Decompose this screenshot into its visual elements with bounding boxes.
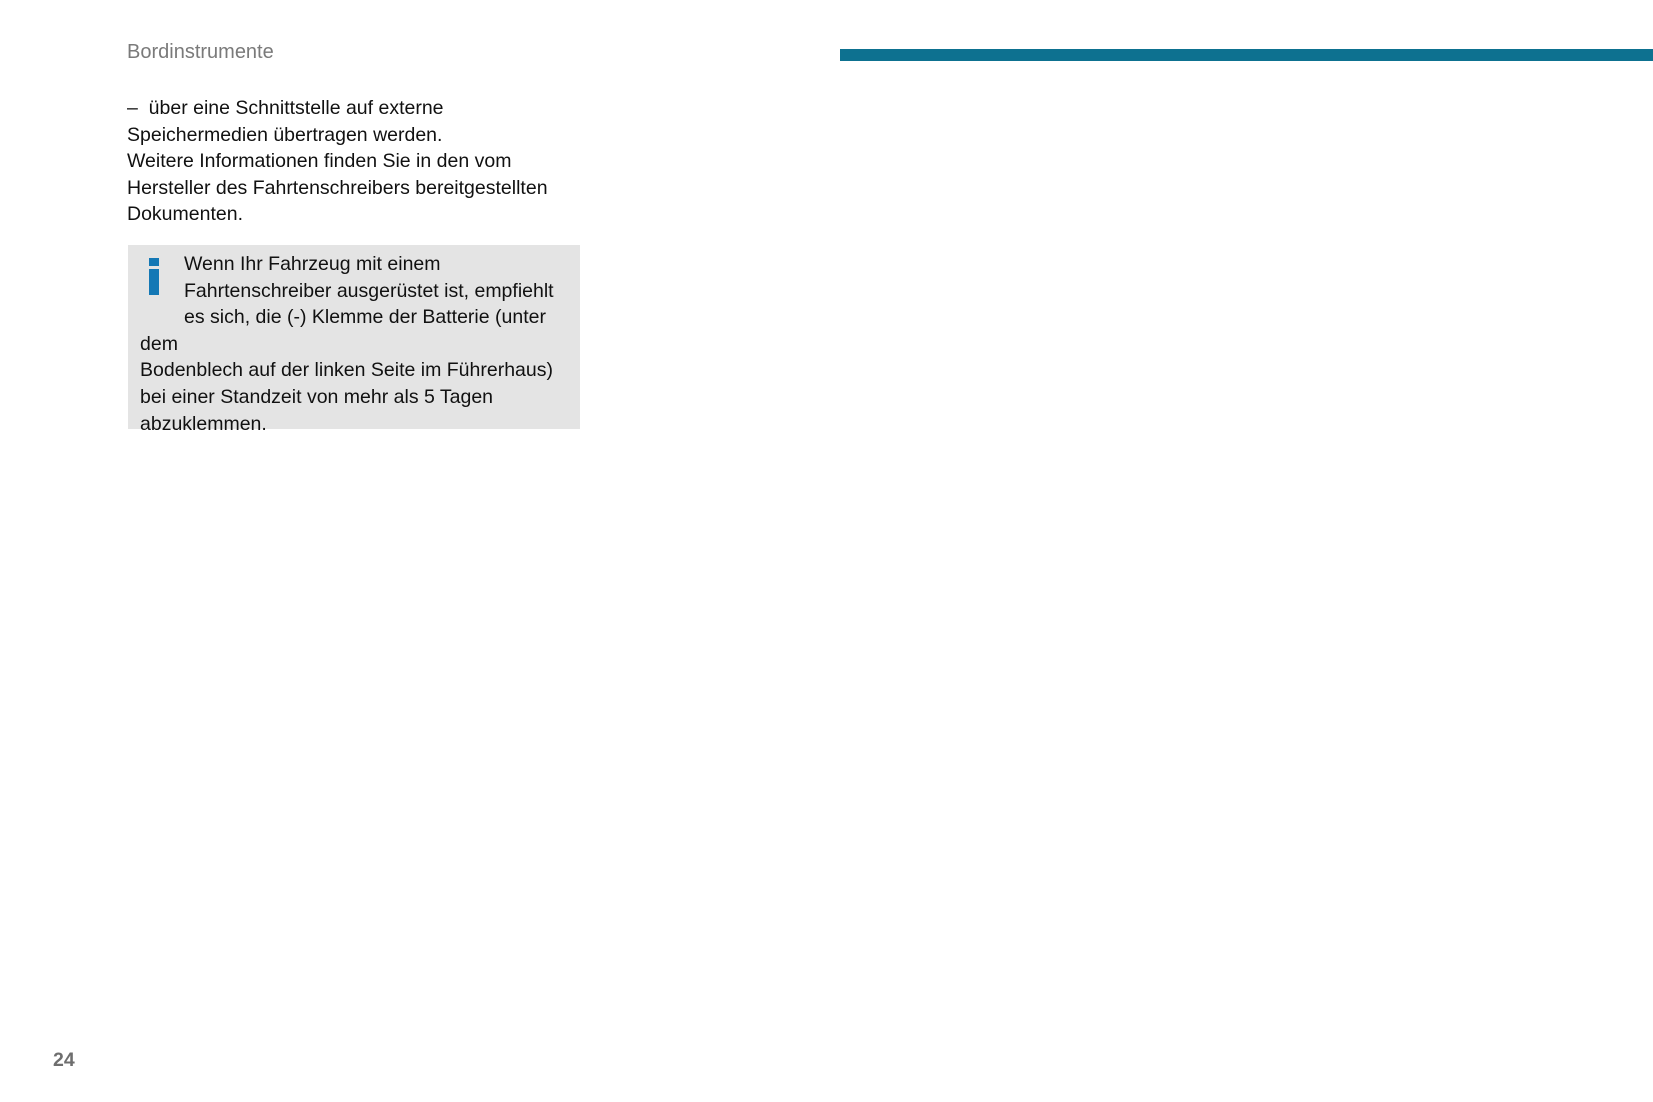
body-line: Weitere Informationen finden Sie in den vom [127, 150, 512, 173]
info-icon-dot [149, 258, 159, 266]
note-line: bei einer Standzeit von mehr als 5 Tagen [140, 385, 494, 408]
body-paragraph [127, 95, 557, 228]
note-line: Bodenblech auf der linken Seite im Führerhaus) [140, 359, 553, 382]
body-line: – über eine Schnittstelle auf externe [127, 97, 444, 119]
body-line: Hersteller des Fahrtenschreibers bereitgestellten [127, 176, 548, 199]
note-line: Wenn Ihr Fahrzeug mit einem [184, 253, 441, 275]
note-line: Fahrtenschreiber ausgerüstet ist, empfiehlt [184, 279, 554, 302]
info-icon [140, 251, 184, 306]
info-note-box [128, 245, 580, 435]
header-accent-bar [840, 49, 1653, 61]
page-header-title: Bordinstrumente [127, 41, 274, 63]
info-icon-stem [149, 269, 159, 295]
page-number: 24 [53, 1049, 75, 1071]
body-line: Dokumenten. [127, 203, 243, 226]
note-line: abzuklemmen. [140, 412, 267, 435]
body-line: Speichermedien übertragen werden. [127, 123, 443, 146]
note-line: es sich, die (-) Klemme der Batterie (unter dem [140, 306, 552, 355]
